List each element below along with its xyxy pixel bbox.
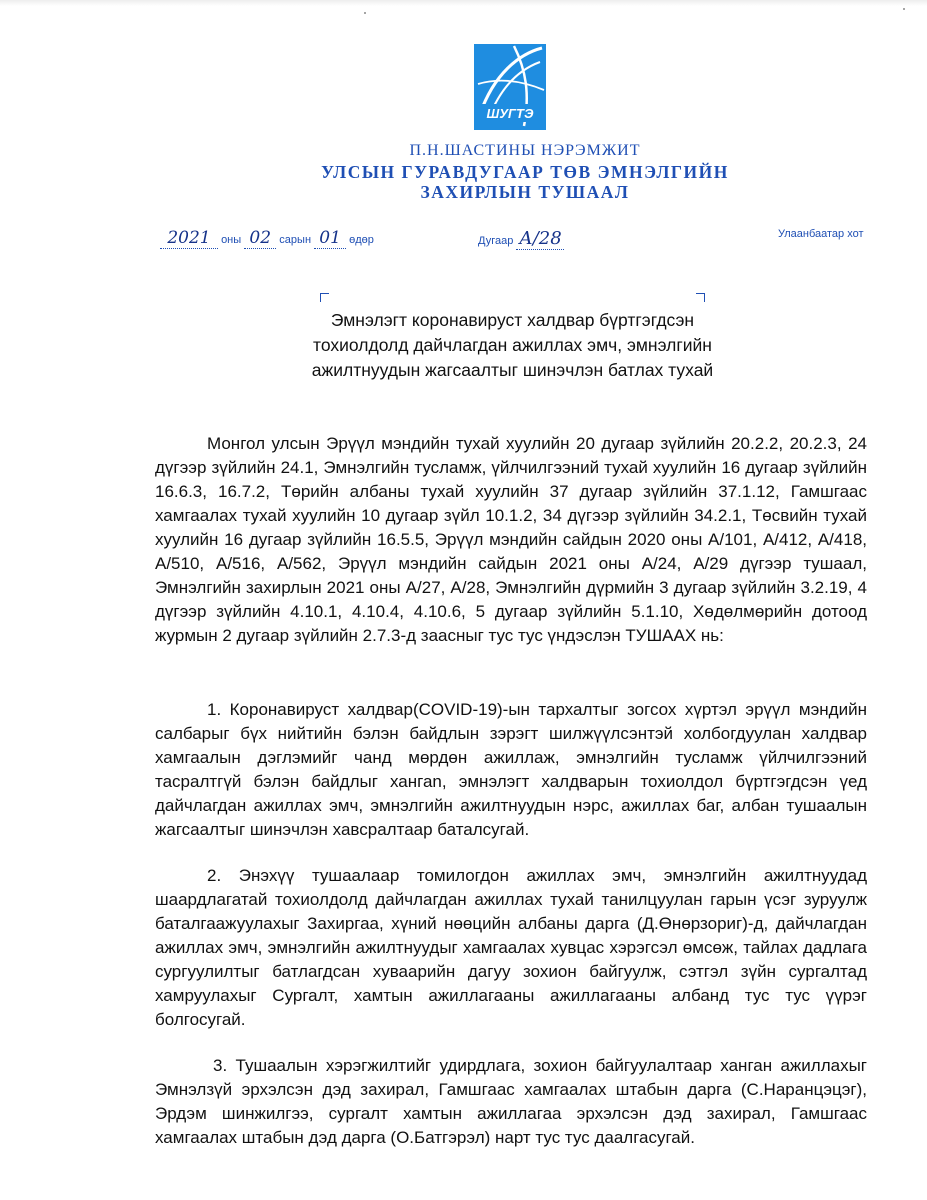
date-month-label: сарын: [279, 234, 312, 246]
header-line-3: ЗАХИРЛЫН ТУШААЛ: [420, 182, 630, 202]
clause-3: 3. Тушаалын хэрэгжилтийг удирдлага, зохион байгуулалтаар ханган ажиллахыг Эмнэлзүй эрхэлсэн дэд захирал, Гамшгаас хамгаалах штабын дарга (С.Наранцэцэг), Эрдэм шинжилгээ, сургалт хамтын ажиллагаа эрхэлсэн дэд захирал, Гамшгаас хамгаалах штабын дэд дарга (О.Батгэрэл) нарт тус тус даалгасугай.: [155, 1056, 867, 1147]
scan-speck: [364, 12, 366, 14]
scan-speck: [903, 8, 905, 10]
hospital-logo: [474, 44, 546, 130]
header-line-1: П.Н.ШАСТИНЫ НЭРЭМЖИТ: [409, 142, 641, 159]
order-number-label: Дугаар: [478, 235, 514, 247]
scan-edge: [0, 0, 927, 6]
title-bracket-right: [696, 293, 705, 302]
date-year-label: оны: [221, 234, 242, 246]
date-month: 02: [244, 228, 276, 249]
date-day: 01: [314, 228, 346, 249]
title-bracket-left: [320, 293, 329, 302]
clause-1: 1. Коронавируст халдвар(COVID-19)-ын тархалтыг зогсох хүртэл эрүүл мэндийн салбарыг бүх нийтийн бэлэн байдлын зэрэгт шилжүүлсэнтэй холбогдуулан халдвар хамгаалын дэглэмийг чанд мөрдөн ажиллаж, эмнэлгийн тусламж үйлчилгээний тасралтгүй бэлэн байдлыг хангаn, эмнэлэгт халдварын тохиолдол бүртгэгдсэн үед дайчлагдан ажиллах эмч, эмнэлгийн ажилтнуудын нэрс, ажиллах баг, албан тушаалын жагсаалтыг шинэчлэн хавсралтаар баталсугай.: [155, 700, 867, 839]
date-year: 2021: [160, 228, 218, 249]
clause-2: 2. Энэхүү тушаалаар томилогдон ажиллах эмч, эмнэлгийн ажилтнуудад шаардлагатай тохиолдолд дайчлагдан ажиллах тухай танилцуулан гарын үсэг зуруулж баталгаажуулахыг Захиргаа, хүний нөөцийн албаны дарга (Д.Өнөрзориг)-д, дайчлагдан ажиллах эмч, эмнэлгийн ажилтнуудыг хамгаалах хувцас хэрэгсэл өмсөж, тайлах дадлага сургуулилтыг батлагдсан хуваарийн дагуу зохион байгуулж, сэтгэл зүйн сургалтад хамруулахыг Сургалт, хамтын ажиллагааны ажиллагааны албанд тус тус үүрэг болгосугай.: [155, 866, 867, 1029]
order-number-value: А/28: [516, 228, 564, 250]
order-city: Улаанбаатар хот: [778, 228, 864, 240]
preamble-paragraph: Монгол улсын Эрүүл мэндийн тухай хуулийн 20 дугаар зүйлийн 20.2.2, 20.2.3, 24 дүгээр зүйлийн 24.1, Эмнэлгийн тусламж, үйлчилгээний тухай хуулийн 16 дугаар зүйлийн 16.6.3, 16.7.2, Төрийн албаны тухай хуулийн 37 дугаар зүйлийн 37.1.12, Гамшгаас хамгаалах тухай хуулийн 10 дугаар зүйл 10.1.2, 34 дүгээр зүйлийн 34.2.1, Төсвийн тухай хуулийн 16 дугаар зүйлийн 16.5.5, Эрүүл мэндийн сайдын 2020 оны А/101, А/412, А/418, А/510, А/516, А/562, Эрүүл мэндийн сайдын 2021 оны А/24, А/29 дүгээр тушаал, Эмнэлгийн захирлын 2021 оны А/27, А/28, Эмнэлгийн дүрмийн 3 дугаар зүйлийн 3.2.19, 4 дүгээр зүйлийн 4.10.1, 4.10.4, 4.10.6, 5 дугаар зүйлийн 5.1.10, Хөдөлмөрийн дотоод журмын 2 дугаар зүйлийн 2.7.3-д заасныг тус тус үндэслэн ТУШААХ нь:: [155, 434, 867, 645]
order-date: [160, 228, 374, 249]
order-number: [478, 228, 564, 250]
logo-text: ШУГТЭ: [486, 106, 534, 121]
date-day-label: өдөр: [349, 234, 374, 246]
order-title: Эмнэлэгт коронавируст халдвар бүртгэгдсэн тохиолдолд дайчлагдан ажиллах эмч, эмнэлгийн ажилтнуудын жагсаалтыг шинэчлэн батлах тухай: [311, 310, 714, 380]
header-line-2: УЛСЫН ГУРАВДУГААР ТӨВ ЭМНЭЛГИЙН: [321, 162, 729, 182]
